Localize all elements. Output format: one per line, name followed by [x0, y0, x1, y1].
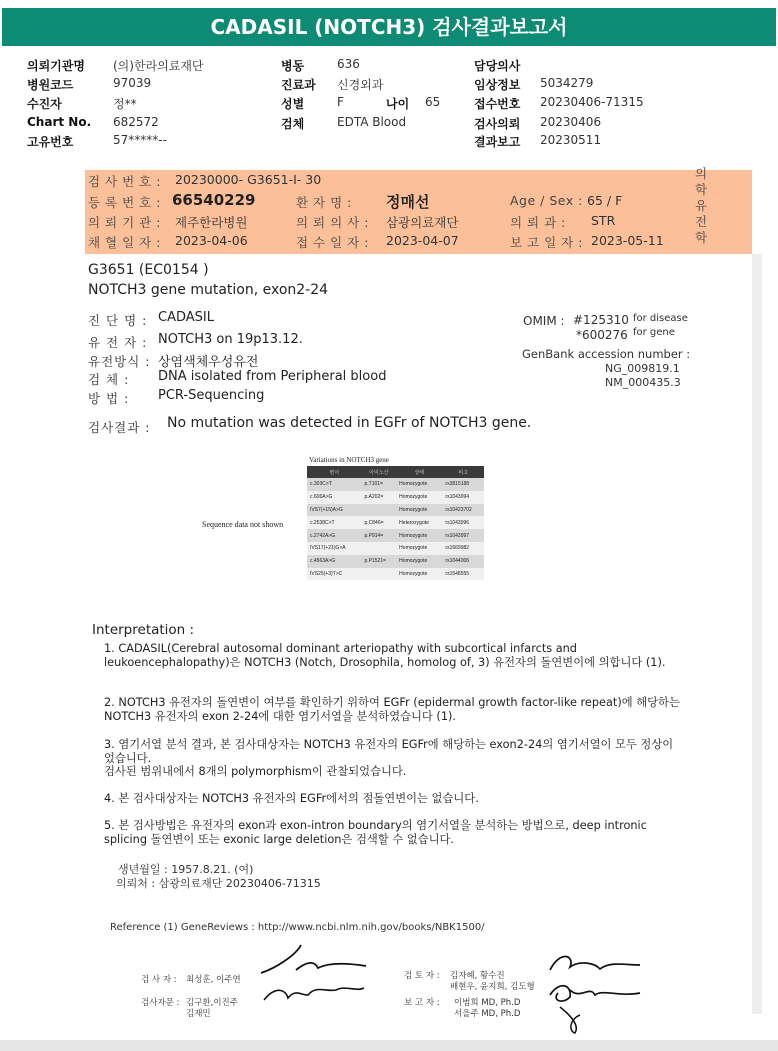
table-cell: [361, 542, 396, 555]
reporter-names-1: 이범희 MD, Ph.D: [454, 998, 521, 1008]
specimen-value: DNA isolated from Peripheral blood: [158, 369, 387, 384]
patient-name-label: 환 자 명 :: [296, 195, 352, 210]
test-code: G3651 (EC0154 ): [88, 262, 209, 278]
table-cell: rs1548555: [442, 568, 484, 581]
date-of-birth: 생년월일 : 1957.8.21. (여): [118, 863, 254, 876]
interpretation-item-3-note: 검사된 범위내에서 8개의 polymorphism이 관찰되었습니다.: [104, 765, 407, 778]
report-date-value: 2023-05-11: [591, 233, 664, 248]
examiner-names: 최성훈, 이주연: [186, 975, 241, 985]
header-request-date-value: 20230406: [540, 115, 602, 129]
table-cell: rs3815188: [442, 478, 484, 491]
interpretation-title: Interpretation :: [92, 622, 195, 638]
advisor-label: 검사자문 :: [141, 998, 180, 1008]
table-row: [307, 504, 484, 517]
header-unique-no-value: 57*****--: [113, 133, 167, 147]
table-row: [307, 516, 484, 529]
omim-label: OMIM :: [523, 314, 565, 328]
reviewer-names-1: 김자혜, 황수진: [450, 971, 505, 981]
header-sex-label: 성별: [281, 97, 305, 111]
institution-label: 의 뢰 기 관 :: [88, 215, 161, 230]
table-cell: [361, 568, 396, 581]
diagnosis-value: CADASIL: [158, 310, 214, 325]
examiner-label: 검 사 자 :: [141, 975, 177, 985]
variation-table: [307, 466, 484, 580]
header-specimen-label: 검체: [281, 117, 305, 131]
variation-table-header: [307, 466, 484, 478]
table-cell: Homozygote: [396, 542, 442, 555]
table-cell: Homozygote: [396, 555, 442, 568]
header-note: 비고: [442, 466, 484, 478]
table-row: [307, 529, 484, 542]
viewer-bottom-bar: [0, 1040, 778, 1051]
table-row: [307, 555, 484, 568]
page-edge-shadow: [752, 254, 762, 1014]
header-dept-label: 진료과: [281, 78, 316, 92]
table-cell: p.T101=: [361, 478, 396, 491]
header-chart-no-value: 682572: [113, 115, 159, 129]
advisor-names-2: 김재민: [186, 1009, 211, 1019]
header-clinical-info-label: 임상정보: [474, 78, 521, 92]
header-age-value: 65: [425, 95, 441, 109]
interpretation-item-4: 4. 본 검사대상자는 NOTCH3 유전자의 EGFr에서의 점돌연변이는 없습니다.: [104, 792, 479, 805]
table-row: [307, 478, 484, 491]
table-cell: Homozygote: [396, 568, 442, 581]
table-cell: IVS25(+3)T>C: [307, 568, 361, 581]
table-cell: Heterozygote: [396, 516, 442, 529]
age-sex-label: Age / Sex :: [510, 193, 583, 208]
reviewer-signature: [540, 945, 650, 1037]
specimen-label: 검 체 :: [88, 372, 130, 387]
result-label: 검사결과 :: [88, 420, 151, 435]
reporter-label: 보 고 자 :: [404, 998, 440, 1008]
header-physician-label: 담당의사: [474, 59, 521, 73]
header-age-label: 나이: [386, 97, 410, 111]
gene-value: NOTCH3 on 19p13.12.: [158, 332, 303, 347]
header-ward-label: 병동: [281, 59, 305, 73]
test-no-label: 검 사 번 호 :: [88, 174, 161, 189]
table-row: [307, 568, 484, 581]
table-cell: [361, 504, 396, 517]
header-patient-value: 정**: [113, 97, 137, 111]
table-cell: c.4563A>G: [307, 555, 361, 568]
interpretation-item-1: 1. CADASIL(Cerebral autosomal dominant arteriopathy with subcortical infarcts and leukoencephalopathy)은 NOTCH3 (Notch, Drosophila, homolog of, 3) 유전자의 돌연변이에 의합니다 (1).: [104, 642, 666, 669]
report-info-side-strip: [716, 170, 752, 254]
table-cell: c.2742A>G: [307, 529, 361, 542]
reviewer-label: 검 토 자 :: [404, 971, 440, 981]
collection-date-label: 채 혈 일 자 :: [88, 235, 161, 250]
sequence-data-note: Sequence data not shown: [202, 520, 284, 529]
header-receipt-no-value: 20230406-71315: [540, 95, 644, 109]
table-cell: rs1044006: [442, 555, 484, 568]
table-cell: p.C846=: [361, 516, 396, 529]
doctor-value: 삼광의료재단: [386, 215, 459, 230]
method-label: 방 법 :: [88, 391, 130, 406]
table-cell: rs1043996: [442, 516, 484, 529]
interpretation-item-5: 5. 본 검사방법은 유전자의 exon과 exon-intron boundary의 염기서열을 분석하는 방법으로, deep intronic splicing 돌연변이 또는 exonic large deletion은 검색할 수 없습니다.: [104, 819, 647, 846]
table-cell: p.A202=: [361, 491, 396, 504]
diagnosis-label: 진 단 명 :: [88, 313, 148, 328]
table-cell: p.P1521=: [361, 555, 396, 568]
table-cell: rs1043994: [442, 491, 484, 504]
table-cell: IVS7(+15)A>G: [307, 504, 361, 517]
doctor-label: 의 뢰 의 사 :: [296, 215, 369, 230]
header-ward-value: 636: [337, 57, 360, 71]
test-no-value: 20230000- G3651-I- 30: [175, 172, 322, 187]
omim-gene-note: for gene: [633, 327, 675, 338]
header-sex-value: F: [337, 95, 344, 109]
table-cell: c.303C>T: [307, 478, 361, 491]
variation-table-title: Variations in NOTCH3 gene: [309, 456, 389, 464]
reference: Reference (1) GeneReviews : http://www.ncbi.nlm.nih.gov/books/NBK1500/: [110, 922, 485, 933]
table-cell: Homozygote: [396, 504, 442, 517]
table-cell: Homozygote: [396, 491, 442, 504]
header-amino-acid: 아미노산: [361, 466, 396, 478]
reviewer-names-2: 배현우, 윤지희, 김도형: [450, 982, 535, 992]
report-title-bar: [2, 8, 776, 46]
genbank-ng-value: NG_009819.1: [605, 362, 680, 375]
report-title: CADASIL (NOTCH3) 검사결과보고서: [210, 15, 568, 39]
table-cell: Homozygote: [396, 478, 442, 491]
requesting-dept-label: 의 뢰 과 :: [510, 215, 566, 230]
reg-no-label: 등 록 번 호 :: [88, 195, 161, 210]
omim-disease-id: #125310: [573, 313, 629, 327]
patient-name-value: 정매선: [386, 193, 430, 211]
header-chart-no-label: Chart No.: [27, 115, 92, 129]
age-sex-value: 65 / F: [587, 193, 623, 208]
genbank-label: GenBank accession number :: [522, 347, 691, 361]
department-vertical-label: 의 학 유 전 학: [694, 166, 708, 245]
receipt-date-value: 2023-04-07: [386, 233, 459, 248]
table-cell: c.2538C>T: [307, 516, 361, 529]
interpretation-item-3: 3. 염기서열 분석 결과, 본 검사대상자는 NOTCH3 유전자의 EGFr에 해당하는 exon2-24의 염기서열이 모두 정상이었습니다.: [104, 738, 674, 765]
header-specimen-value: EDTA Blood: [337, 115, 407, 129]
requesting-dept-value: STR: [591, 213, 616, 228]
requester-info: 의뢰처 : 삼광의료재단 20230406-71315: [116, 877, 321, 890]
inheritance-value: 상염색체우성유전: [158, 355, 259, 370]
table-cell: Homozygote: [396, 529, 442, 542]
table-cell: rs10423702: [442, 504, 484, 517]
reg-no-value: 66540229: [172, 191, 256, 209]
table-cell: rs1043997: [442, 529, 484, 542]
header-request-date-label: 검사의뢰: [474, 117, 521, 131]
method-value: PCR-Sequencing: [158, 388, 265, 403]
genbank-nm-value: NM_000435.3: [605, 376, 681, 389]
header-institution-label: 의뢰기관명: [27, 59, 85, 73]
header-receipt-no-label: 접수번호: [474, 97, 521, 111]
table-cell: IVS17(+21)G>A: [307, 542, 361, 555]
report-date-label: 보 고 일 자 :: [510, 235, 583, 250]
advisor-names-1: 김구환,이진주: [186, 998, 238, 1008]
header-report-date-label: 결과보고: [474, 135, 521, 149]
header-report-date-value: 20230511: [540, 133, 602, 147]
header-variant: 변이: [307, 466, 361, 478]
header-hospital-code-value: 97039: [113, 76, 152, 90]
table-cell: rs1669982: [442, 542, 484, 555]
header-patient-label: 수진자: [27, 97, 62, 111]
test-name: NOTCH3 gene mutation, exon2-24: [88, 282, 329, 298]
header-status: 상태: [396, 466, 442, 478]
table-cell: p.P914=: [361, 529, 396, 542]
reporter-names-2: 서을주 MD, Ph.D: [454, 1009, 521, 1019]
header-dept-value: 신경외과: [337, 78, 384, 92]
omim-gene-id: *600276: [576, 328, 628, 342]
header-clinical-info-value: 5034279: [540, 76, 594, 90]
gene-label: 유 전 자 :: [88, 335, 148, 350]
receipt-date-label: 접 수 일 자 :: [296, 235, 369, 250]
header-institution-value: (의)한라의료재단: [113, 59, 204, 73]
inheritance-label: 유전방식 :: [88, 354, 151, 369]
collection-date-value: 2023-04-06: [175, 233, 248, 248]
omim-disease-note: for disease: [633, 313, 688, 324]
table-row: [307, 491, 484, 504]
table-cell: c.606A>G: [307, 491, 361, 504]
examiner-signature: [256, 940, 376, 1010]
header-unique-no-label: 고유번호: [27, 135, 74, 149]
table-row: [307, 542, 484, 555]
institution-value: 제주한라병원: [175, 215, 248, 230]
header-hospital-code-label: 병원코드: [27, 78, 74, 92]
result-value: No mutation was detected in EGFr of NOTCH3 gene.: [167, 415, 532, 431]
interpretation-item-2: 2. NOTCH3 유전자의 돌연변이 여부를 확인하기 위하여 EGFr (epidermal growth factor-like repeat)에 해당하는 NOTCH3 유전자의 exon 2-24에 대한 염기서열을 분석하였습니다 (1).: [104, 696, 680, 723]
